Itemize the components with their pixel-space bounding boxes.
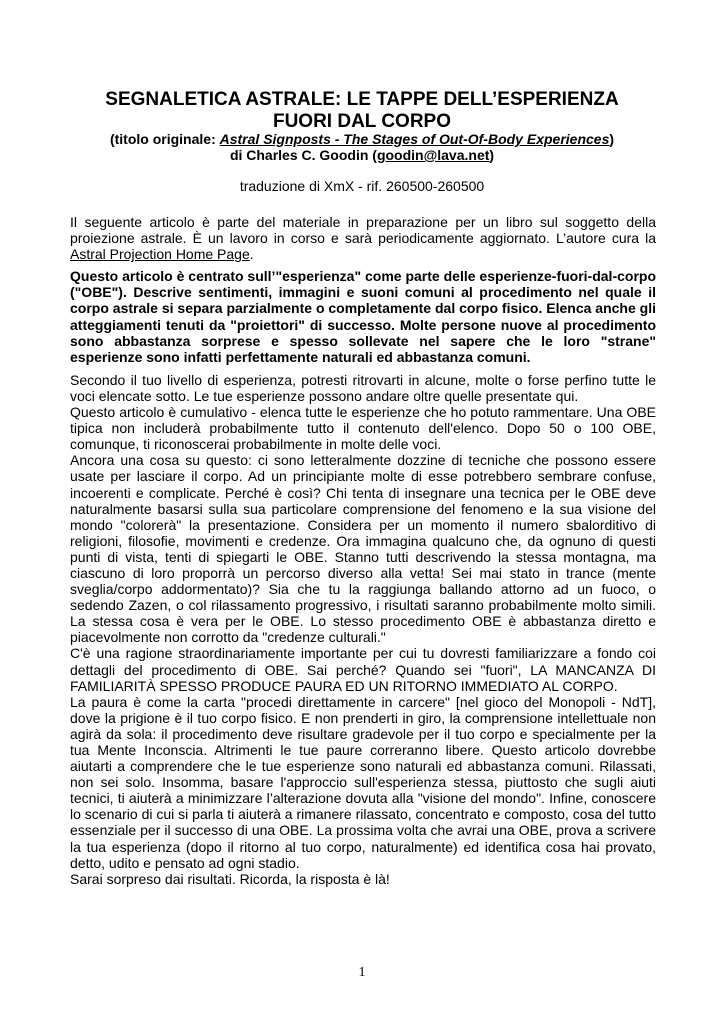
intro-end: . [249,246,254,263]
body-paragraph-3: Ancora una cosa su questo: ci sono letteralmente dozzine di tecniche che possono essere usate per lasciare il corpo. Ad un principiante molte di esse potrebbero sembrare confuse, incoerenti e complicate. Perché è così? Chi tenta di insegnare una tecnica per le OBE deve naturalmente basarsi sulla sua particolare comprensione del fenomeno e la sua visione del mondo "colorerà" la presentazione. Considera per un momento il numero sbalorditivo di religioni, filosofie, movimenti e credenze. Ora immagina qualcuno che, da ognuno di questi punti di vista, tenti di spiegarti le OBE. Stanno tutti descrivendo la stessa montagna, ma ciascuno di loro proporrà un percorso diverso alla vetta! Sei mai stato in trance (mente sveglia/corpo addormentato)? Sia che tu la raggiunga ballando attorno ad un fuoco, o sedendo Zazen, o col rilassamento progressivo, i risultati saranno probabilmente molto simili. La stessa cosa è vera per le OBE. Lo stesso procedimento OBE è abbastanza diretto e piacevolmente non corrotto da "credenze culturali." [70,452,656,646]
home-page-link[interactable]: Astral Projection Home Page [70,246,250,263]
original-title-prefix: (titolo originale: [109,131,220,147]
body-paragraph-5: La paura è come la carta "procedi direttamente in carcere" [nel gioco del Monopoli - NdT], dove la prigione è il tuo corpo fisico. E non prenderti in giro, la comprensione intellettuale non agirà da sola: il procedimento deve risultare gradevole per il tuo corpo e specialmente per la tua Mente Inconscia. Altrimenti le tue paure correranno libere. Questo articolo dovrebbe aiutarti a comprendere che le tue esperienze sono naturali ed abbastanza comuni. Rilassati, non sei solo. Insomma, basare l'approccio sull'esperienza stessa, piuttosto che sugli aiuti tecnici, ti aiuterà a minimizzare l’alterazione dovuta alla "visione del mondo". Infine, conoscere lo scenario di cui si parla ti aiuterà a rimanere rilassato, concentrato e composto, cosa del tutto essenziale per il successo di una OBE. La prossima volta che avrai una OBE, prova a scrivere la tua esperienza (dopo il ritorno al tuo corpo, naturalmente) ed identifica cosa hai provato, detto, udito e pensato ad ogni stadio. [70,693,656,871]
author-suffix: ) [489,147,495,163]
body-paragraph-6: Sarai sorpreso dai risultati. Ricorda, la risposta è là! [70,870,390,887]
body-paragraph-2: Questo articolo è cumulativo - elenca tutte le esperienze che ho potuto rammentare. Una OBE tipica non includerà probabilmente tutto il contenuto dell'elenco. Dopo 50 o 100 OBE, comunque, ti riconoscerai probabilmente in molte delle voci. [70,404,656,453]
body-paragraph-4: C'è una ragione straordinariamente importante per cui tu dovresti familiarizzare a fondo coi dettagli del procedimento di OBE. Sai perché? Quando sei "fuori", LA MANCANZA DI FAMILIARITÀ SPESSO PRODUCE PAURA ED UN RITORNO IMMEDIATO AL CORPO. [70,645,656,694]
author-prefix: di Charles C. Goodin ( [229,147,377,163]
subtitle-block [40,131,684,163]
title-line-1: SEGNALETICA ASTRALE: LE TAPPE DELL’ESPERIENZA [105,89,619,110]
original-title-suffix: ) [609,131,615,147]
intro-text: Il seguente articolo è parte del materiale in preparazione per un libro sul soggetto della proiezione astrale. È un lavoro in corso e sarà periodicamente aggiornato. L’autore cura la [70,214,656,247]
document-title [70,89,654,133]
article-body [70,214,656,887]
title-line-2: FUORI DAL CORPO [272,111,452,132]
translation-credit: traduzione di XmX - rif. 260500-260500 [239,178,485,194]
author-line [40,147,684,163]
original-title-link[interactable]: Astral Signposts - The Stages of Out-Of-Body Experiences [219,131,610,147]
original-title-line [40,131,684,147]
intro-paragraph [70,214,656,262]
page-number: 1 [358,965,366,980]
summary-paragraph: Questo articolo è centrato sull’"esperienza" come parte delle esperienze-fuori-dal-corpo ("OBE"). Descrive sentimenti, immagini e suoni comuni al procedimento nel quale il corpo astrale si separa parzialmente o completamente dal corpo fisico. Elenca anche gli atteggiamenti tenuti da "proiettori" di successo. Molte persone nuove al procedimento sono abbastanza sorprese e spesso sollevate nel sapere che le loro "strane" esperienze sono infatti perfettamente naturali ed abbastanza comuni. [70,268,656,365]
author-email-link[interactable]: goodin@lava.net [376,147,490,163]
body-paragraph-1: Secondo il tuo livello di esperienza, potresti ritrovarti in alcune, molte o forse perfino tutte le voci elencate sotto. Le tue esperienze possono andare oltre quelle presentate qui. [70,371,656,404]
